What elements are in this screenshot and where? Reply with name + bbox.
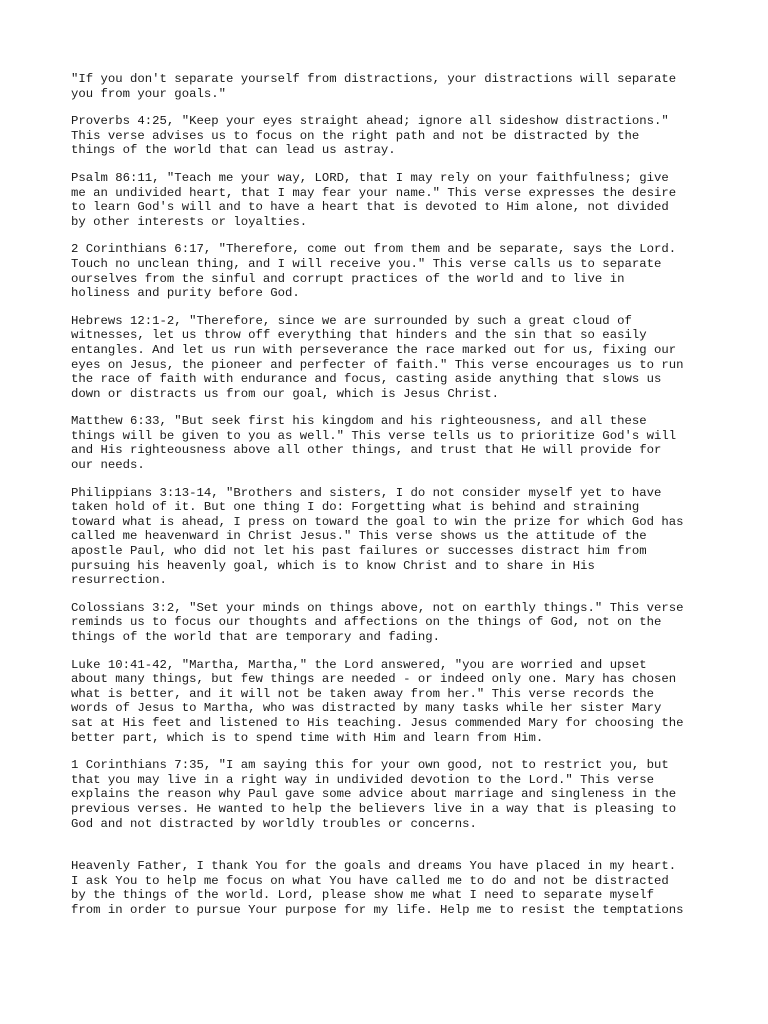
colossians-paragraph: Colossians 3:2, "Set your minds on things above, not on earthly things." This verse reminds us to focus our thoughts and affections on the things of God, not on the things of the world that are temporary and fading.	[71, 600, 684, 644]
prayer-paragraph: Heavenly Father, I thank You for the goals and dreams You have placed in my heart. I ask You to help me focus on what You have called me to do and not be distracted by the things of the world. Lord, please show me what I need to separate myself from in order to pursue Your purpose for my life. Help me to resist the temptations	[71, 859, 684, 917]
philippians-paragraph: Philippians 3:13-14, "Brothers and sisters, I do not consider myself yet to have taken hold of it. But one thing I do: Forgetting what is behind and straining toward what is ahead, I press on toward the goal to win the prize for which God has called me heavenward in Christ Jesus." This verse shows us the attitude of the apostle Paul, who did not let his past failures or successes distract him from pursuing his heavenly goal, which is to know Christ and to share in His resurrection.	[71, 485, 684, 588]
hebrews-paragraph: Hebrews 12:1-2, "Therefore, since we are surrounded by such a great cloud of witnesses, let us throw off everything that hinders and the sin that so easily entangles. And let us run with perseverance the race marked out for us, fixing our eyes on Jesus, the pioneer and perfecter of faith." This verse encourages us to run the race of faith with endurance and focus, casting aside anything that slows us down or distracts us from our goal, which is Jesus Christ.	[71, 313, 684, 401]
document-page	[71, 72, 761, 931]
psalm-paragraph: Psalm 86:11, "Teach me your way, LORD, that I may rely on your faithfulness; give me an undivided heart, that I may fear your name." This verse expresses the desire to learn God's will and to have a heart that is devoted to Him alone, not divided by other interests or loyalties.	[71, 170, 677, 229]
quote-paragraph: "If you don't separate yourself from distractions, your distractions will separate you from your goals."	[71, 72, 677, 101]
matthew-paragraph: Matthew 6:33, "But seek first his kingdom and his righteousness, and all these things will be given to you as well." This verse tells us to prioritize God's will and His righteousness above all other things, and trust that He will provide for our needs.	[71, 414, 677, 473]
1-corinthians-paragraph: 1 Corinthians 7:35, "I am saying this for your own good, not to restrict you, but that you may live in a right way in undivided devotion to the Lord." This verse explains the reason why Paul gave some advice about marriage and singleness in the previous verses. He wanted to help the believers live in a way that is pleasing to God and not distracted by worldly troubles or concerns.	[71, 758, 677, 831]
luke-paragraph: Luke 10:41-42, "Martha, Martha," the Lord answered, "you are worried and upset about many things, but few things are needed - or indeed only one. Mary has chosen what is better, and it will not be taken away from her." This verse records the words of Jesus to Martha, who was distracted by many tasks while her sister Mary sat at His feet and listened to His teaching. Jesus commended Mary for choosing the better part, which is to spend time with Him and learn from Him.	[71, 657, 684, 745]
2-corinthians-paragraph: 2 Corinthians 6:17, "Therefore, come out from them and be separate, says the Lord. Touch no unclean thing, and I will receive you." This verse calls us to separate ourselves from the sinful and corrupt practices of the world and to live in holiness and purity before God.	[71, 242, 677, 301]
proverbs-paragraph: Proverbs 4:25, "Keep your eyes straight ahead; ignore all sideshow distractions." This verse advises us to focus on the right path and not be distracted by the things of the world that can lead us astray.	[71, 114, 669, 158]
